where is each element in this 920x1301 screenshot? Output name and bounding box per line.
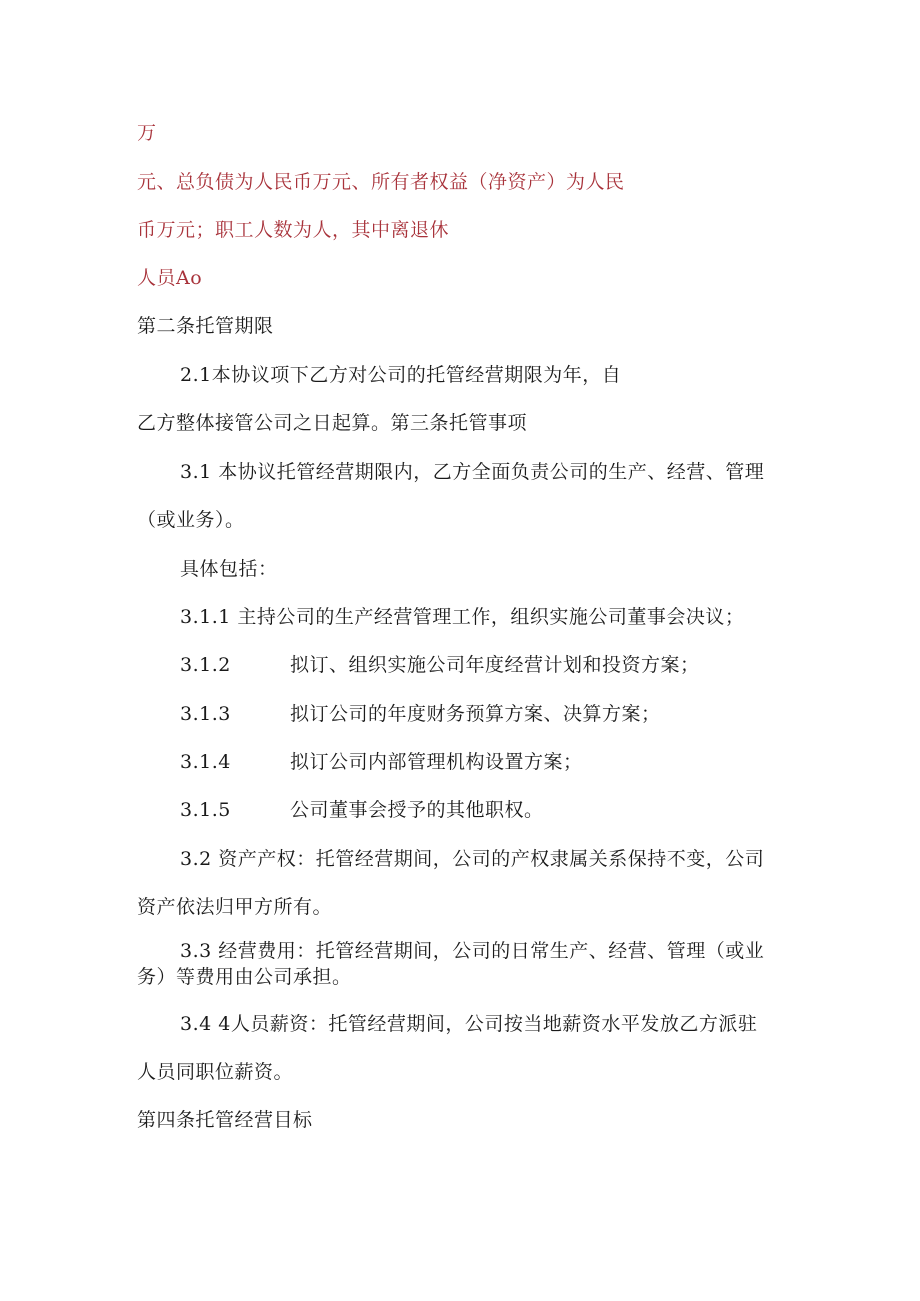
clause-3-1-5 xyxy=(180,798,544,822)
clause-number: 3.1.3 xyxy=(180,703,231,725)
clause-3-1-3 xyxy=(180,702,661,726)
clause-3-2-cont: 资产依法归甲方所有。 xyxy=(137,896,333,918)
clause-3-2: 3.2 资产产权：托管经营期间，公司的产权隶属关系保持不变，公司 xyxy=(180,848,765,870)
clause-number: 3.1.4 xyxy=(180,751,231,773)
clause-3-1-1: 3.1.1 主持公司的生产经营管理工作，组织实施公司董事会决议； xyxy=(180,606,745,628)
clause-3-1-4 xyxy=(180,750,583,774)
section-heading-2: 第二条托管期限 xyxy=(137,315,274,337)
paragraph-red-4: 人员Ao xyxy=(137,267,203,289)
clause-3-1-includes: 具体包括： xyxy=(180,558,278,580)
clause-3-1-cont: （或业务）。 xyxy=(137,509,245,531)
clause-3-4: 3.4 4人员薪资：托管经营期间，公司按当地薪资水平发放乙方派驻 xyxy=(180,1013,758,1035)
clause-2-1: 2.1本协议项下乙方对公司的托管经营期限为年，自 xyxy=(180,364,622,386)
paragraph-red-2: 元、总负债为人民币万元、所有者权益（净资产）为人民 xyxy=(137,171,625,193)
clause-3-3: 3.3 经营费用：托管经营期间，公司的日常生产、经营、管理（或业 xyxy=(180,940,765,962)
clause-3-1: 3.1 本协议托管经营期限内，乙方全面负责公司的生产、经营、管理 xyxy=(180,461,765,483)
clause-3-3-cont: 务）等费用由公司承担。 xyxy=(137,966,352,988)
paragraph-red-3: 币万元；职工人数为人，其中离退休 xyxy=(137,219,450,241)
clause-text: 公司董事会授予的其他职权。 xyxy=(290,799,544,821)
clause-3-1-2 xyxy=(180,653,700,677)
section-heading-4: 第四条托管经营目标 xyxy=(137,1109,313,1131)
clause-text: 拟订公司的年度财务预算方案、决算方案； xyxy=(290,703,661,725)
paragraph-red-1: 万 xyxy=(137,122,157,144)
clause-number: 3.1.2 xyxy=(180,654,231,676)
clause-text: 拟订公司内部管理机构设置方案； xyxy=(290,751,583,773)
clause-text: 拟订、组织实施公司年度经营计划和投资方案； xyxy=(290,654,700,676)
clause-number: 3.1.5 xyxy=(180,799,231,821)
clause-3-4-cont: 人员同职位薪资。 xyxy=(137,1061,294,1083)
clause-2-1-cont: 乙方整体接管公司之日起算。第三条托管事项 xyxy=(137,412,528,434)
